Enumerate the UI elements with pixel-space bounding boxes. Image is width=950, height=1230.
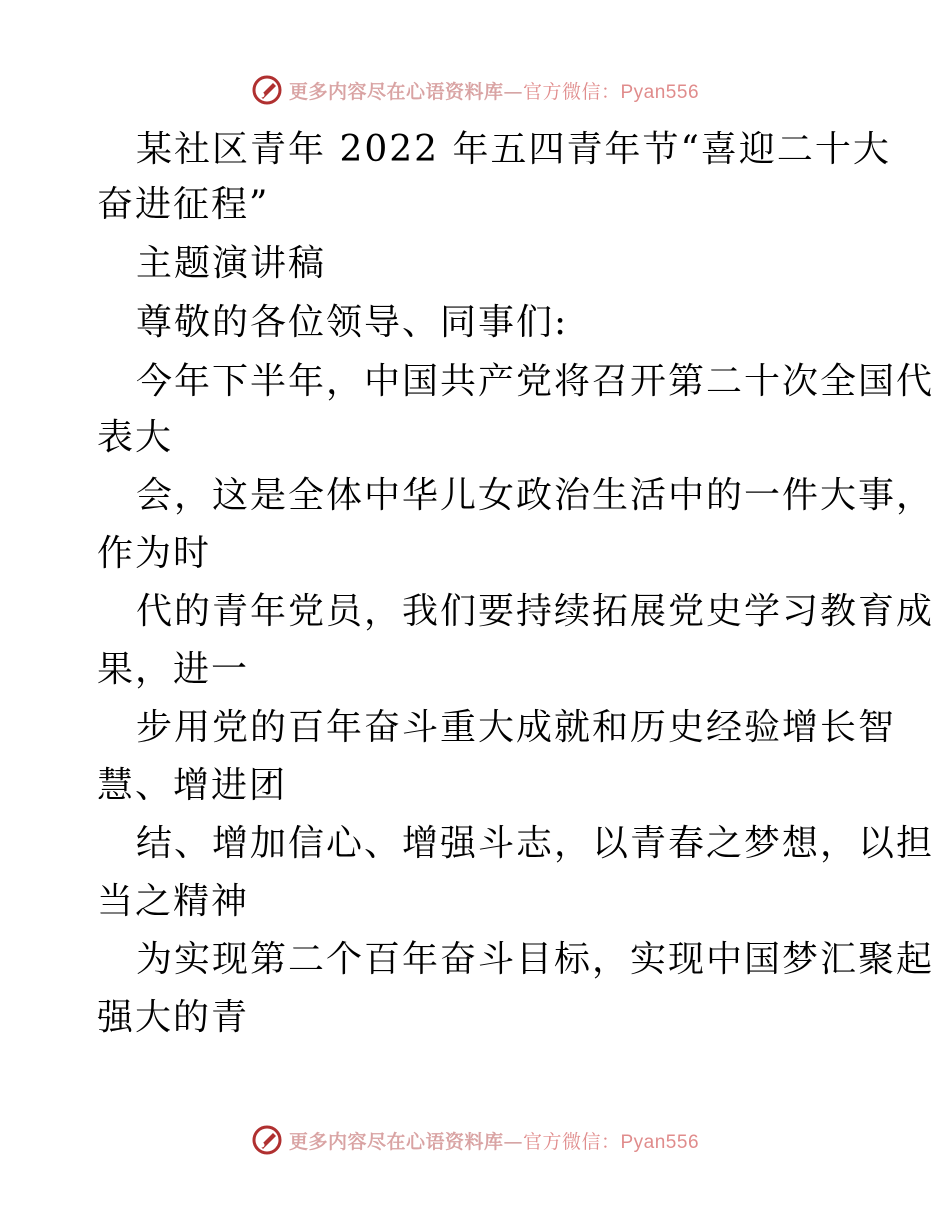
doc-line: 某社区青年 2022 年五四青年节“喜迎二十大: [136, 129, 891, 170]
header-brand: 更多内容尽在心语资料库: [288, 80, 504, 103]
header-banner-text: [289, 77, 699, 104]
doc-line: 代的青年党员，我们要持续拓展党史学习教育成: [136, 591, 935, 632]
footer-wechat: 官方微信：Pyan556: [523, 1131, 700, 1153]
doc-line: 今年下半年，中国共产党将召开第二十次全国代: [136, 361, 935, 402]
doc-line: 步用党的百年奋斗重大成就和历史经验增长智: [136, 707, 897, 748]
doc-line: 会，这是全体中华儿女政治生活中的一件大事，: [136, 475, 935, 516]
header-wechat: 官方微信：Pyan556: [523, 81, 700, 103]
doc-line: 慧、增进团: [97, 765, 288, 806]
footer-dash: —: [503, 1130, 523, 1153]
footer-banner-text: [289, 1127, 699, 1154]
doc-line: 主题演讲稿: [136, 243, 327, 284]
brand-logo-icon: [251, 74, 283, 106]
doc-line: 果，进一: [97, 649, 250, 690]
doc-line: 当之精神: [97, 881, 250, 922]
doc-line: 强大的青: [97, 997, 250, 1038]
header-dash: —: [503, 80, 523, 103]
doc-line: 表大: [97, 417, 174, 458]
doc-line: 为实现第二个百年奋斗目标，实现中国梦汇聚起: [136, 939, 935, 980]
doc-line: 作为时: [97, 533, 212, 574]
doc-line: 结、增加信心、增强斗志，以青春之梦想，以担: [136, 823, 935, 864]
footer-banner: [0, 1120, 950, 1160]
doc-line: 奋进征程”: [97, 184, 270, 225]
brand-logo-icon: [251, 1124, 283, 1156]
doc-line: 尊敬的各位领导、同事们:: [136, 302, 569, 343]
footer-brand: 更多内容尽在心语资料库: [288, 1130, 504, 1153]
header-banner: [0, 70, 950, 110]
